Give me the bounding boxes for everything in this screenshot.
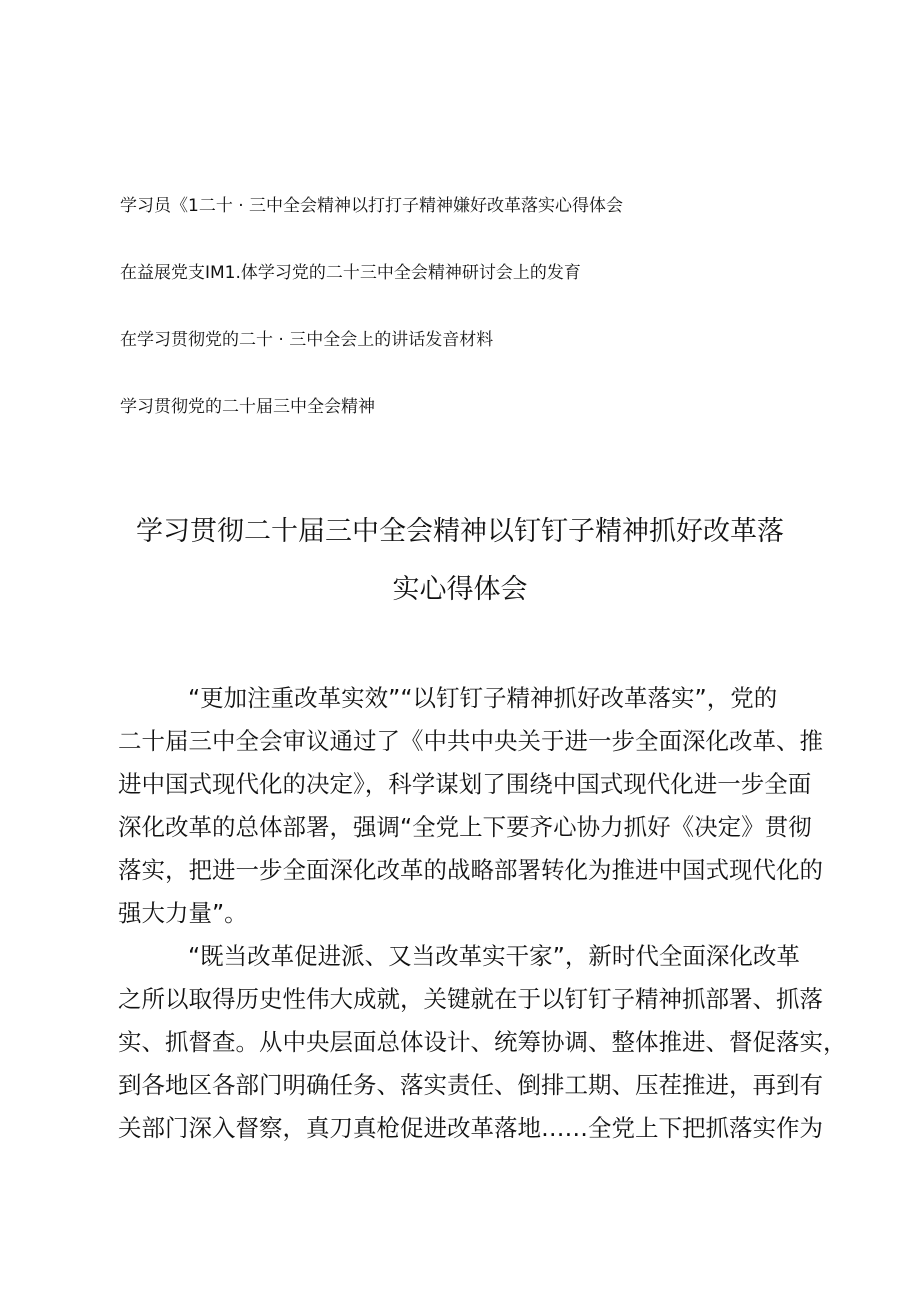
paragraph-1 [118, 677, 823, 935]
article-title-line: 实心得体会 [392, 574, 528, 605]
article-title [110, 503, 810, 619]
toc-item: 学习贯彻党的二十届三中全会精神 [120, 397, 375, 417]
paragraph-line: 关部门深入督察，真刀真枪促进改革落地……全党上下把抓落实作为 [118, 1114, 823, 1142]
paragraph-line: 落实，把进一步全面深化改革的战略部署转化为推进中国式现代化的 [118, 856, 823, 884]
paragraph-line: 之所以取得历史性伟大成就，关键就在于以钉钉子精神抓部署、抓落 [118, 985, 823, 1013]
paragraph-line: 二十届三中全会审议通过了《中共中央关于进一步全面深化改革、推 [118, 727, 823, 755]
toc-item: 学习员《1二十 · 三中全会精神以打打子精神嫌好改革落实心得体会 [120, 196, 624, 216]
article-body [118, 677, 847, 1150]
toc-item: 在益展党支IM1.体学习党的二十三中全会精神研讨会上的发育 [120, 263, 581, 283]
paragraph-line: “既当改革促进派、又当改革实干家”，新时代全面深化改革 [188, 942, 800, 970]
paragraph-line: 到各地区各部门明确任务、落实责任、倒排工期、压茬推进，再到有 [118, 1071, 823, 1099]
paragraph-line: “更加注重改革实效”“以钉钉子精神抓好改革落实”，党的 [188, 684, 778, 712]
paragraph-line: 实、抓督查。从中央层面总体设计、统筹协调、整体推进、督促落实， [118, 1028, 847, 1056]
paragraph-line: 强大力量”。 [118, 899, 248, 927]
table-of-contents [120, 194, 820, 419]
paragraph-line: 深化改革的总体部署，强调“全党上下要齐心协力抓好《决定》贯彻 [118, 813, 812, 841]
paragraph-line: 进中国式现代化的决定》，科学谋划了围绕中国式现代化进一步全面 [118, 770, 812, 798]
paragraph-2 [118, 935, 847, 1150]
article-title-line: 学习贯彻二十届三中全会精神以钉钉子精神抓好改革落 [136, 516, 784, 547]
toc-item: 在学习贯彻党的二十 · 三中全会上的讲话发音材料 [120, 330, 494, 350]
